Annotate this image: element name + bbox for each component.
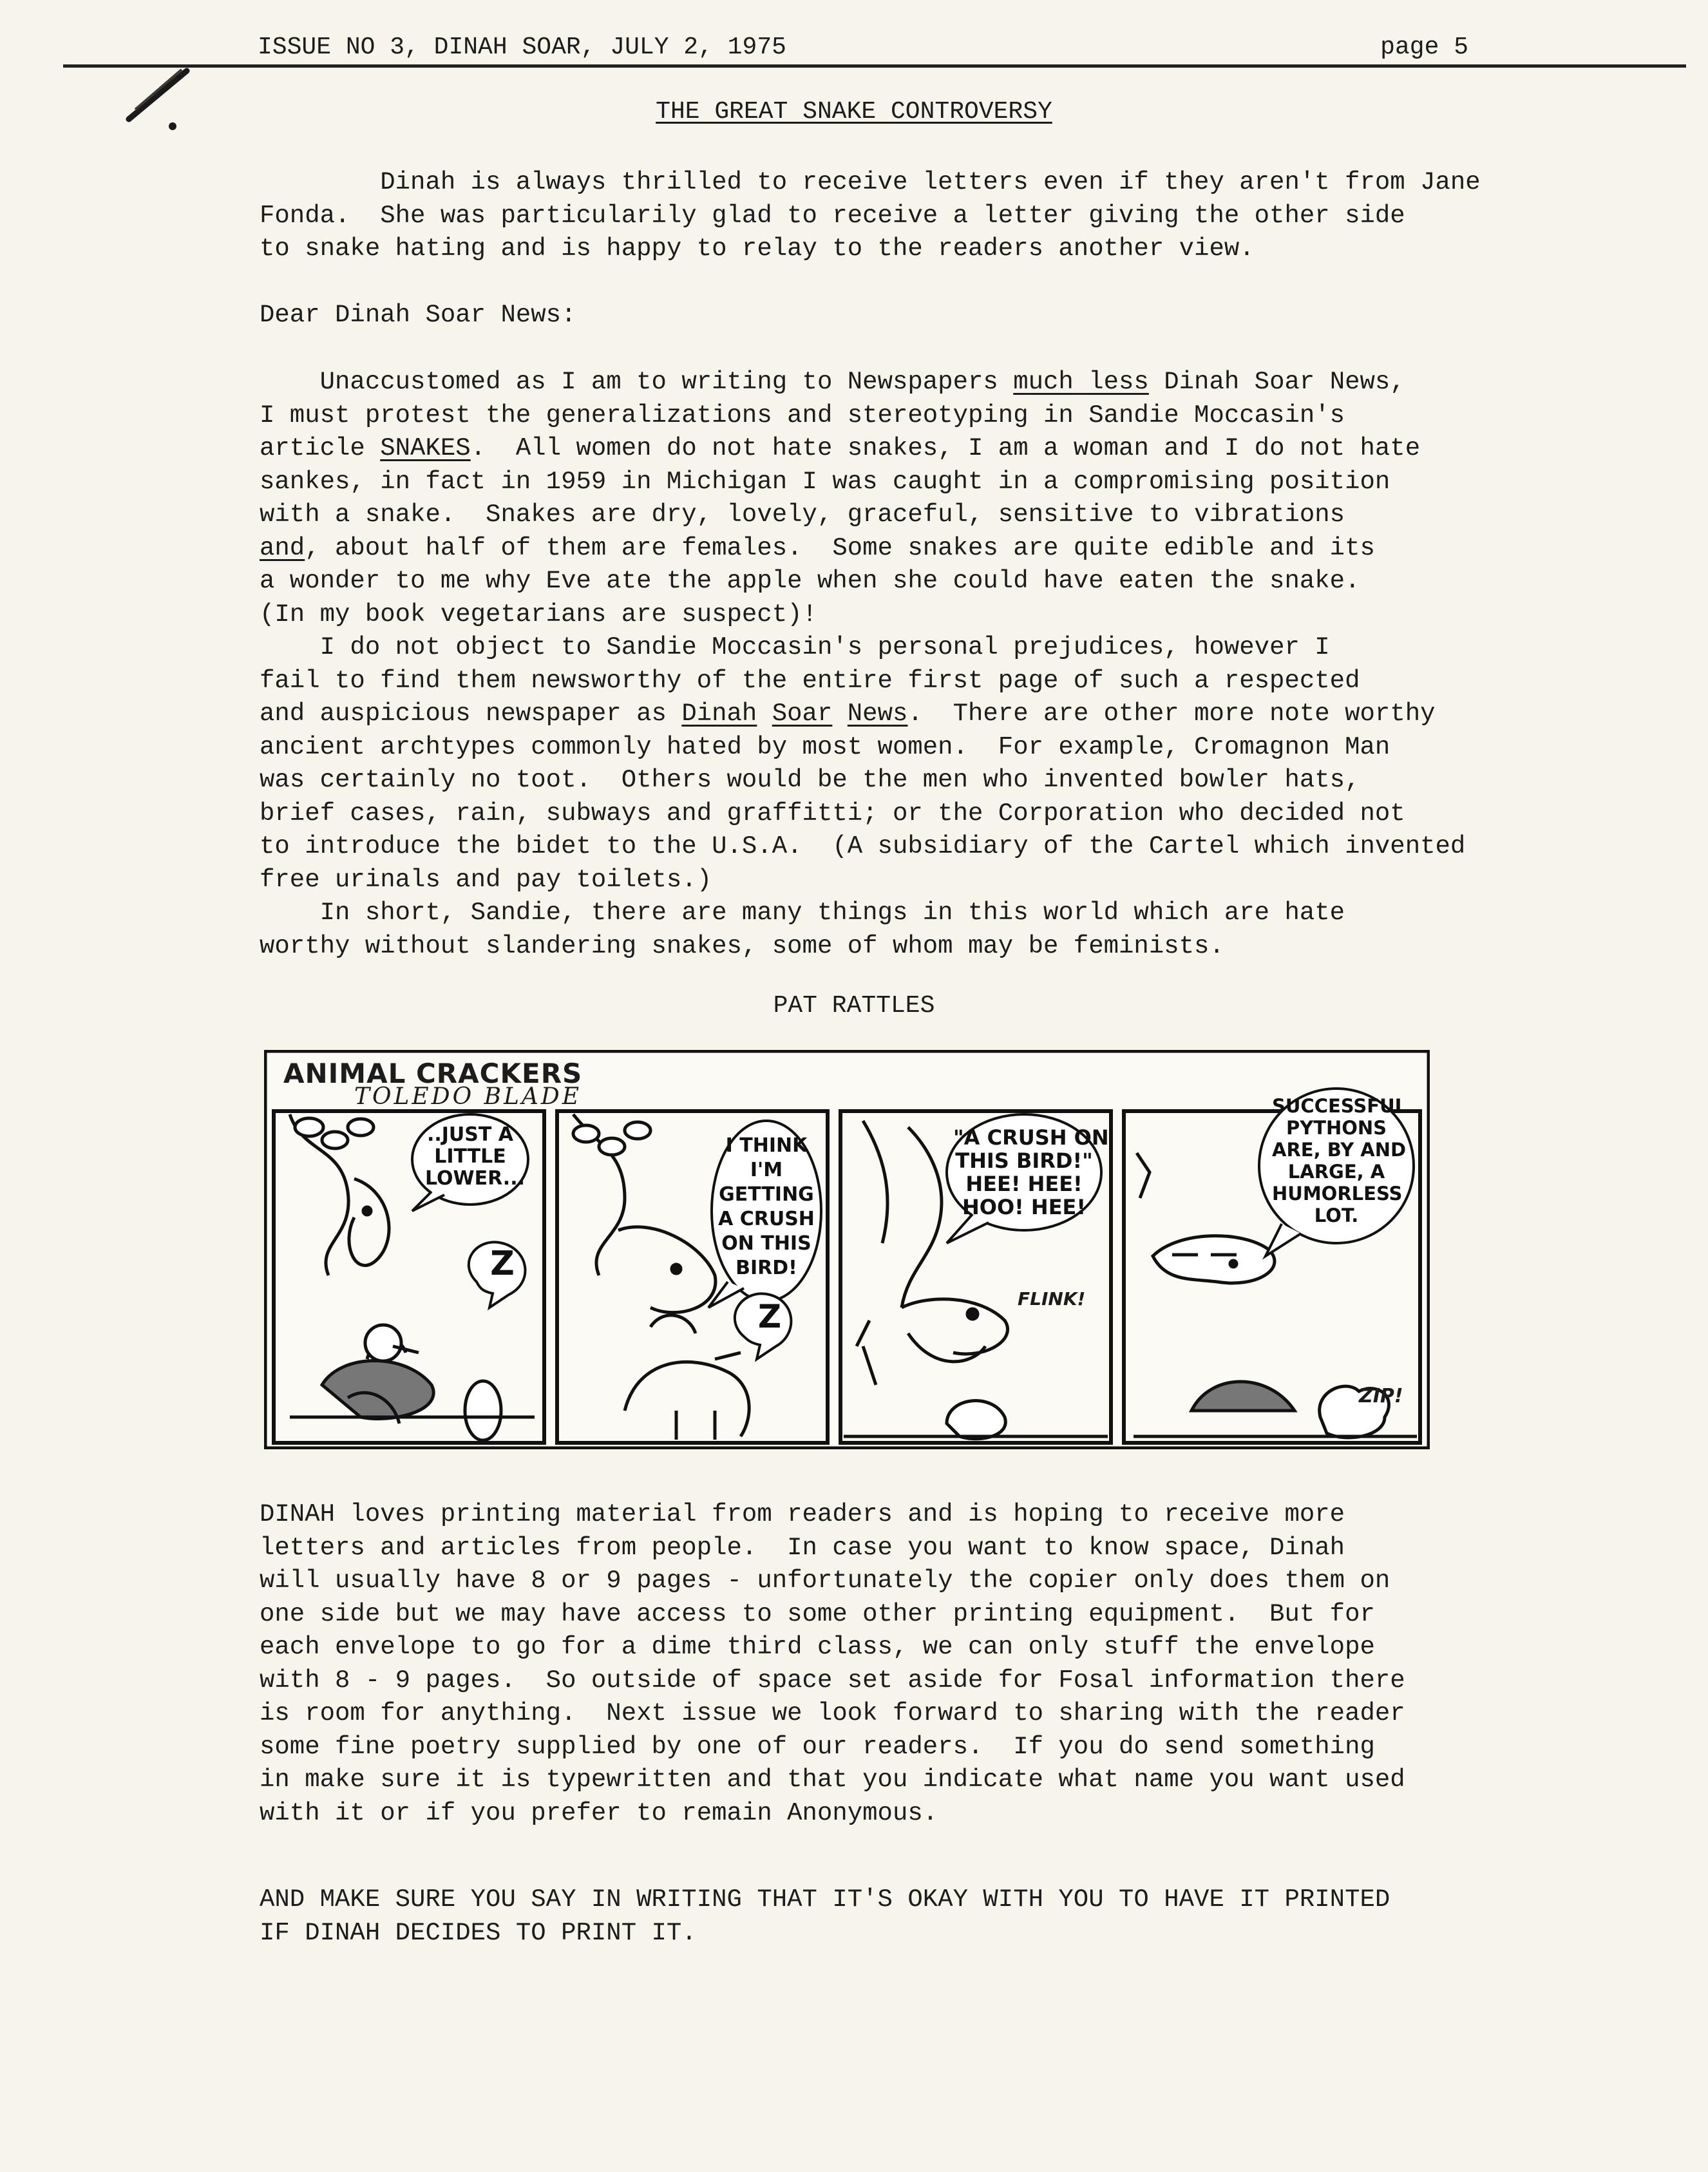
closing-paragraph: DINAH loves printing material from readers and is hoping to receive more letters and articles from people. In case you want to know space, Dinah will usually have 8 or 9 pages - unfortunately the copier only does them on one side but we may have access to some other printing equipment. But for each envelope to go for a dime third class, we can only stuff the envelope with 8 - 9 pages. So outside of space set aside for Fosal information there is room for anything. Next issue we look forward to sharing with the reader some fine poetry supplied by one of our readers. If you do send something in make sure it is typewritten and that you indicate what name you want used with it or if you prefer to remain Anonymous. (260, 1500, 1405, 1827)
panel3-sound-effect: FLINK! (1018, 1288, 1086, 1310)
comic-source-handwriting: TOLEDO BLADE (354, 1083, 582, 1110)
issue-line: ISSUE NO 3, DINAH SOAR, JULY 2, 1975 (258, 33, 786, 61)
panel4-sound-effect: ZIP! (1359, 1385, 1403, 1407)
intro-paragraph: Dinah is always thrilled to receive letters even if they aren't from Jane Fonda. She was particularily glad to receive a letter giving the other side to snake hating and is happy to relay to the readers another view. (260, 168, 1481, 263)
panel2-sleep-balloon: Z (757, 1298, 782, 1335)
article-title: THE GREAT SNAKE CONTROVERSY (656, 98, 1052, 126)
letter-paragraph-2: I do not object to Sandie Moccasin's personal prejudices, however I fail to find them newsworthy of the entire first page of such a respected and auspicious newspaper as Dinah Soar News. There are other more note worthy ancient archtypes commonly hated by most women. For example, Cromagnon Man was certainly no toot. Others would be the men who invented bowler hats, brief cases, rain, subways and graffitti; or the Corporation who decided not to introduce the bidet to the U.S.A. (A subsidiary of the Cartel which invented free urinals and pay toilets.) (260, 633, 1466, 894)
letter-paragraph-3: In short, Sandie, there are many things in this world which are hate worthy without slandering snakes, some of whom may be feminists. (260, 899, 1345, 960)
page-number: page 5 (1380, 33, 1468, 61)
panel2-speech-balloon: I THINK I'M GETTING A CRUSH ON THIS BIRD! (718, 1134, 815, 1279)
salutation: Dear Dinah Soar News: (260, 301, 576, 329)
comic-strip (264, 1050, 1430, 1449)
panel1-sleep-balloon: Z (490, 1244, 515, 1283)
page-header (258, 28, 1468, 70)
panel3-speech-balloon: "A CRUSH ON THIS BIRD!" HEE! HEE! HOO! HEE! (953, 1125, 1109, 1219)
panel4-speech-balloon: SUCCESSFUL PYTHONS ARE, BY AND LARGE, A HUMORLESS LOT. (1272, 1095, 1407, 1226)
letter-paragraph-1: Unaccustomed as I am to writing to Newspapers much less Dinah Soar News, I must protest the generalizations and stereotyping in Sandie Moccasin's article SNAKES. All women do not hate snakes, I am a woman and I do not hate sankes, in fact in 1959 in Michigan I was caught in a compromising position with a snake. Snakes are dry, lovely, graceful, sensitive to vibrations and, about half of them are females. Some snakes are quite edible and its a wonder to me why Eve ate the apple when she could have eaten the snake. (In my book vegetarians are suspect)! (260, 368, 1421, 629)
header-rule (63, 64, 1686, 68)
panel1-speech-balloon: ..JUST A LITTLE LOWER... (425, 1123, 525, 1190)
letter-signature: PAT RATTLES (773, 992, 935, 1020)
comic-artwork (264, 1050, 1430, 1449)
closing-notice: AND MAKE SURE YOU SAY IN WRITING THAT IT'S OKAY WITH YOU TO HAVE IT PRINTED IF DINAH DECIDES TO PRINT IT. (260, 1885, 1390, 1947)
comic-title: ANIMAL CRACKERS (283, 1058, 583, 1089)
